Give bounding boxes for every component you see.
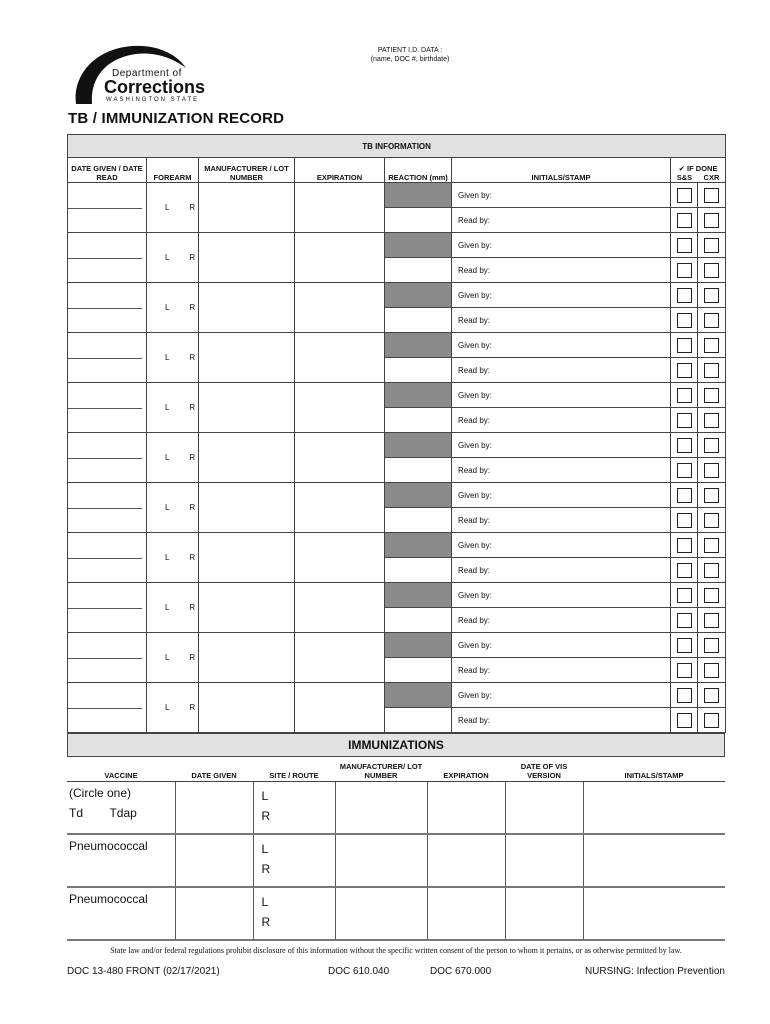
given-by-field[interactable]: Given by: [452, 583, 671, 608]
read-by-field[interactable]: Read by: [452, 258, 671, 283]
ss-checkbox[interactable] [677, 663, 692, 678]
date-divider [68, 708, 142, 709]
date-divider [68, 508, 142, 509]
footer-policy-1: DOC 610.040 [328, 966, 390, 977]
ss-label: S&S [676, 173, 693, 182]
logo-text-state: WASHINGTON STATE [106, 97, 200, 103]
ss-checkbox[interactable] [677, 713, 692, 728]
vaccine-line1: (Circle one) [69, 786, 132, 800]
read-by-field[interactable]: Read by: [452, 708, 671, 733]
ss-checkbox[interactable] [677, 188, 692, 203]
immunizations-table [67, 757, 725, 941]
date-given-read-field[interactable] [68, 533, 147, 583]
initials-stamp-field[interactable] [583, 887, 725, 940]
reaction-mm-field[interactable] [385, 408, 452, 433]
expiration-field[interactable] [427, 834, 505, 887]
forearm-options[interactable]: L R [147, 483, 199, 533]
tb-row-given [68, 433, 726, 458]
forearm-options[interactable]: L R [147, 283, 199, 333]
tb-row-given [68, 533, 726, 558]
manufacturer-lot-field[interactable] [335, 887, 427, 940]
reaction-shaded-cell [385, 583, 452, 608]
ss-given-cell [671, 683, 698, 708]
cxr-checkbox[interactable] [704, 563, 719, 578]
forearm-options[interactable]: L R [147, 333, 199, 383]
ss-checkbox[interactable] [677, 563, 692, 578]
reaction-shaded-cell [385, 633, 452, 658]
imm-header-row [67, 757, 725, 782]
tb-row-given [68, 183, 726, 208]
given-by-field[interactable]: Given by: [452, 633, 671, 658]
tb-table [67, 134, 726, 733]
date-given-read-field[interactable] [68, 233, 147, 283]
ss-given-cell [671, 583, 698, 608]
date-given-field[interactable] [175, 782, 253, 835]
manufacturer-lot-field[interactable] [199, 283, 295, 333]
vaccine-line1: Pneumococcal [69, 839, 148, 853]
manufacturer-lot-field[interactable] [199, 383, 295, 433]
manufacturer-lot-field[interactable] [199, 183, 295, 233]
tb-row-given [68, 233, 726, 258]
date-divider [68, 458, 142, 459]
footer-category: NURSING: Infection Prevention [584, 966, 725, 977]
vaccine-cell[interactable] [67, 782, 175, 835]
manufacturer-lot-field[interactable] [199, 533, 295, 583]
site-right: R [261, 862, 271, 876]
site-route-cell[interactable] [253, 834, 335, 887]
date-given-read-field[interactable] [68, 433, 147, 483]
col-reaction: REACTION (mm) [385, 158, 452, 183]
site-left: L [261, 895, 269, 909]
imm-row [67, 782, 725, 835]
forearm-options[interactable]: L R [147, 433, 199, 483]
cxr-read-cell [698, 358, 726, 383]
ss-checkbox[interactable] [677, 238, 692, 253]
tb-row-given [68, 283, 726, 308]
date-given-read-field[interactable] [68, 183, 147, 233]
ss-checkbox[interactable] [677, 263, 692, 278]
cxr-given-cell [698, 283, 726, 308]
reaction-mm-field[interactable] [385, 658, 452, 683]
cxr-given-cell [698, 633, 726, 658]
read-by-field[interactable]: Read by: [452, 558, 671, 583]
tb-row-given [68, 383, 726, 408]
cxr-checkbox[interactable] [704, 238, 719, 253]
date-given-read-field[interactable] [68, 583, 147, 633]
cxr-checkbox[interactable] [704, 638, 719, 653]
ss-read-cell [671, 658, 698, 683]
cxr-checkbox[interactable] [704, 438, 719, 453]
ss-checkbox[interactable] [677, 288, 692, 303]
cxr-checkbox[interactable] [704, 463, 719, 478]
date-divider [68, 558, 142, 559]
ss-read-cell [671, 558, 698, 583]
ss-checkbox[interactable] [677, 213, 692, 228]
reaction-mm-field[interactable] [385, 558, 452, 583]
manufacturer-lot-field[interactable] [199, 433, 295, 483]
cxr-given-cell [698, 333, 726, 358]
expiration-field[interactable] [427, 782, 505, 835]
ss-given-cell [671, 533, 698, 558]
date-divider [68, 608, 142, 609]
forearm-options[interactable]: L R [147, 683, 199, 733]
cxr-read-cell [698, 608, 726, 633]
date-given-read-field[interactable] [68, 683, 147, 733]
disclaimer: State law and/or federal regulations prohibit disclosure of this information without the specific written consent of the person to whom it pertains, or as otherwise permitted by law. [110, 946, 682, 955]
ss-read-cell [671, 408, 698, 433]
reaction-shaded-cell [385, 433, 452, 458]
forearm-options[interactable]: L R [147, 183, 199, 233]
cxr-read-cell [698, 308, 726, 333]
ss-checkbox[interactable] [677, 363, 692, 378]
manufacturer-lot-field[interactable] [199, 633, 295, 683]
tb-row-given [68, 583, 726, 608]
manufacturer-lot-field[interactable] [199, 233, 295, 283]
imm-row [67, 834, 725, 887]
date-given-read-field[interactable] [68, 383, 147, 433]
date-divider [68, 358, 142, 359]
expiration-field[interactable] [295, 483, 385, 533]
reaction-mm-field[interactable] [385, 508, 452, 533]
tb-band: TB INFORMATION [68, 135, 726, 158]
cxr-given-cell [698, 533, 726, 558]
reaction-mm-field[interactable] [385, 458, 452, 483]
site-left: L [261, 789, 269, 803]
given-by-field[interactable]: Given by: [452, 683, 671, 708]
read-by-field[interactable]: Read by: [452, 508, 671, 533]
footer-form-id: DOC 13-480 FRONT (02/17/2021) [67, 966, 220, 977]
date-divider [68, 208, 142, 209]
reaction-shaded-cell [385, 283, 452, 308]
reaction-shaded-cell [385, 683, 452, 708]
read-by-field[interactable]: Read by: [452, 658, 671, 683]
ss-given-cell [671, 483, 698, 508]
expiration-field[interactable] [295, 283, 385, 333]
manufacturer-lot-field[interactable] [335, 834, 427, 887]
col-initials: INITIALS/STAMP [583, 757, 725, 782]
immunizations-band: IMMUNIZATIONS [67, 733, 725, 757]
cxr-read-cell [698, 258, 726, 283]
ss-given-cell [671, 333, 698, 358]
given-by-field[interactable]: Given by: [452, 283, 671, 308]
forearm-options[interactable]: L R [147, 383, 199, 433]
ss-given-cell [671, 433, 698, 458]
if-done-label: ✔ IF DONE [678, 164, 718, 173]
reaction-shaded-cell [385, 333, 452, 358]
forearm-options[interactable]: L R [147, 533, 199, 583]
reaction-mm-field[interactable] [385, 708, 452, 733]
read-by-field[interactable]: Read by: [452, 208, 671, 233]
expiration-field[interactable] [295, 333, 385, 383]
given-by-field[interactable]: Given by: [452, 483, 671, 508]
ss-checkbox[interactable] [677, 613, 692, 628]
vis-version-field[interactable] [505, 834, 583, 887]
given-by-field[interactable]: Given by: [452, 433, 671, 458]
reaction-shaded-cell [385, 383, 452, 408]
cxr-checkbox[interactable] [704, 588, 719, 603]
vaccine-line2: Td Tdap [69, 806, 137, 820]
given-by-field[interactable]: Given by: [452, 383, 671, 408]
vis-version-field[interactable] [505, 887, 583, 940]
date-divider [68, 658, 142, 659]
cxr-given-cell [698, 233, 726, 258]
col-date-given: DATE GIVEN / DATE READ [68, 158, 147, 183]
given-by-field[interactable]: Given by: [452, 233, 671, 258]
vaccine-line1: Pneumococcal [69, 892, 148, 906]
ss-checkbox[interactable] [677, 438, 692, 453]
patient-id-line1: PATIENT I.D. DATA : [377, 47, 443, 54]
cxr-checkbox[interactable] [704, 413, 719, 428]
forearm-options[interactable]: L R [147, 583, 199, 633]
ss-checkbox[interactable] [677, 413, 692, 428]
reaction-shaded-cell [385, 483, 452, 508]
cxr-checkbox[interactable] [704, 363, 719, 378]
ss-read-cell [671, 358, 698, 383]
cxr-checkbox[interactable] [704, 263, 719, 278]
ss-checkbox[interactable] [677, 313, 692, 328]
reaction-shaded-cell [385, 183, 452, 208]
patient-id-line2: (name, DOC #, birthdate) [370, 56, 450, 63]
tb-header-row [68, 158, 726, 183]
cxr-read-cell [698, 408, 726, 433]
expiration-field[interactable] [295, 433, 385, 483]
site-right: R [261, 809, 271, 823]
logo-text-department: Department of [112, 68, 182, 79]
ss-checkbox[interactable] [677, 388, 692, 403]
ss-checkbox[interactable] [677, 463, 692, 478]
ss-checkbox[interactable] [677, 513, 692, 528]
manufacturer-lot-field[interactable] [335, 782, 427, 835]
col-initials: INITIALS/STAMP [452, 158, 671, 183]
vis-version-field[interactable] [505, 782, 583, 835]
ss-read-cell [671, 208, 698, 233]
col-if-done [671, 158, 726, 183]
cxr-checkbox[interactable] [704, 538, 719, 553]
vaccine-cell[interactable] [67, 887, 175, 940]
date-given-field[interactable] [175, 834, 253, 887]
ss-given-cell [671, 283, 698, 308]
footer-policy-2: DOC 670.000 [430, 966, 492, 977]
cxr-read-cell [698, 458, 726, 483]
manufacturer-lot-field[interactable] [199, 683, 295, 733]
col-site-route: SITE / ROUTE [253, 757, 335, 782]
cxr-checkbox[interactable] [704, 713, 719, 728]
date-divider [68, 308, 142, 309]
cxr-read-cell [698, 208, 726, 233]
patient-id-label [340, 46, 480, 64]
col-manufacturer: MANUFACTURER / LOT NUMBER [199, 158, 295, 183]
date-given-read-field[interactable] [68, 633, 147, 683]
read-by-field[interactable]: Read by: [452, 608, 671, 633]
cxr-given-cell [698, 383, 726, 408]
ss-read-cell [671, 308, 698, 333]
site-route-cell[interactable] [253, 782, 335, 835]
initials-stamp-field[interactable] [583, 834, 725, 887]
expiration-field[interactable] [295, 233, 385, 283]
cxr-checkbox[interactable] [704, 488, 719, 503]
expiration-field[interactable] [295, 533, 385, 583]
date-divider [68, 408, 142, 409]
reaction-shaded-cell [385, 233, 452, 258]
expiration-field[interactable] [295, 183, 385, 233]
date-given-read-field[interactable] [68, 283, 147, 333]
cxr-label: CXR [703, 173, 720, 182]
ss-given-cell [671, 183, 698, 208]
date-divider [68, 258, 142, 259]
reaction-mm-field[interactable] [385, 608, 452, 633]
cxr-read-cell [698, 508, 726, 533]
cxr-checkbox[interactable] [704, 663, 719, 678]
col-vaccine: VACCINE [67, 757, 175, 782]
ss-read-cell [671, 508, 698, 533]
reaction-mm-field[interactable] [385, 258, 452, 283]
given-by-field[interactable]: Given by: [452, 183, 671, 208]
col-forearm: FOREARM [147, 158, 199, 183]
col-vis-version: DATE OF VIS VERSION [505, 757, 583, 782]
site-route-cell[interactable] [253, 887, 335, 940]
cxr-checkbox[interactable] [704, 313, 719, 328]
date-given-read-field[interactable] [68, 483, 147, 533]
cxr-checkbox[interactable] [704, 213, 719, 228]
initials-stamp-field[interactable] [583, 782, 725, 835]
cxr-read-cell [698, 658, 726, 683]
cxr-given-cell [698, 683, 726, 708]
ss-read-cell [671, 608, 698, 633]
expiration-field[interactable] [295, 583, 385, 633]
site-left: L [261, 842, 269, 856]
tb-body [68, 183, 726, 733]
cxr-given-cell [698, 583, 726, 608]
expiration-field[interactable] [427, 887, 505, 940]
ss-read-cell [671, 708, 698, 733]
expiration-field[interactable] [295, 683, 385, 733]
cxr-checkbox[interactable] [704, 388, 719, 403]
ss-checkbox[interactable] [677, 638, 692, 653]
tb-row-given [68, 333, 726, 358]
cxr-given-cell [698, 483, 726, 508]
cxr-checkbox[interactable] [704, 338, 719, 353]
reaction-mm-field[interactable] [385, 308, 452, 333]
reaction-shaded-cell [385, 533, 452, 558]
read-by-field[interactable]: Read by: [452, 458, 671, 483]
col-date-given: DATE GIVEN [175, 757, 253, 782]
given-by-field[interactable]: Given by: [452, 533, 671, 558]
read-by-field[interactable]: Read by: [452, 308, 671, 333]
col-manufacturer: MANUFACTURER/ LOT NUMBER [335, 757, 427, 782]
site-right: R [261, 915, 271, 929]
tb-row-given [68, 683, 726, 708]
cxr-given-cell [698, 433, 726, 458]
manufacturer-lot-field[interactable] [199, 333, 295, 383]
ss-read-cell [671, 458, 698, 483]
cxr-checkbox[interactable] [704, 188, 719, 203]
col-expiration: EXPIRATION [427, 757, 505, 782]
tb-row-given [68, 483, 726, 508]
cxr-read-cell [698, 708, 726, 733]
vaccine-cell[interactable] [67, 834, 175, 887]
ss-checkbox[interactable] [677, 538, 692, 553]
cxr-read-cell [698, 558, 726, 583]
imm-body [67, 782, 725, 941]
cxr-checkbox[interactable] [704, 288, 719, 303]
logo-text-corrections: Corrections [104, 77, 206, 97]
reaction-mm-field[interactable] [385, 208, 452, 233]
ss-read-cell [671, 258, 698, 283]
forearm-options[interactable]: L R [147, 633, 199, 683]
manufacturer-lot-field[interactable] [199, 583, 295, 633]
cxr-given-cell [698, 183, 726, 208]
expiration-field[interactable] [295, 383, 385, 433]
page-title: TB / IMMUNIZATION RECORD [68, 110, 285, 127]
manufacturer-lot-field[interactable] [199, 483, 295, 533]
doc-logo [70, 42, 220, 106]
cxr-checkbox[interactable] [704, 688, 719, 703]
imm-row [67, 887, 725, 940]
ss-given-cell [671, 383, 698, 408]
forearm-options[interactable]: L R [147, 233, 199, 283]
date-given-read-field[interactable] [68, 333, 147, 383]
cxr-checkbox[interactable] [704, 613, 719, 628]
ss-checkbox[interactable] [677, 588, 692, 603]
read-by-field[interactable]: Read by: [452, 358, 671, 383]
reaction-mm-field[interactable] [385, 358, 452, 383]
read-by-field[interactable]: Read by: [452, 408, 671, 433]
ss-given-cell [671, 633, 698, 658]
tb-row-given [68, 633, 726, 658]
expiration-field[interactable] [295, 633, 385, 683]
cxr-checkbox[interactable] [704, 513, 719, 528]
ss-checkbox[interactable] [677, 338, 692, 353]
col-expiration: EXPIRATION [295, 158, 385, 183]
date-given-field[interactable] [175, 887, 253, 940]
ss-checkbox[interactable] [677, 488, 692, 503]
ss-checkbox[interactable] [677, 688, 692, 703]
given-by-field[interactable]: Given by: [452, 333, 671, 358]
ss-given-cell [671, 233, 698, 258]
